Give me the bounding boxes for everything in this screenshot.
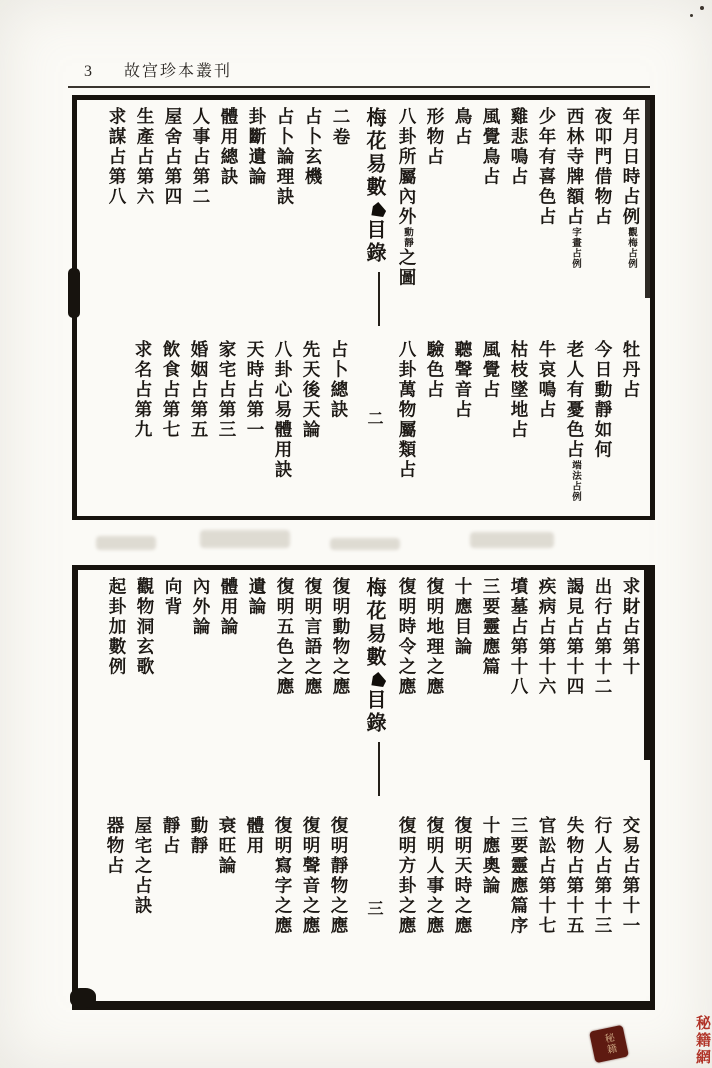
toc-text: 失物占第十五 — [565, 816, 585, 936]
toc-entry — [421, 107, 449, 333]
toc-text: 體用論 — [219, 577, 239, 637]
toc-text: 謁見占第十四 — [565, 577, 585, 697]
toc-entry — [617, 107, 645, 333]
toc-text: 夜叩門借物占 — [593, 107, 613, 227]
toc-entry — [449, 107, 477, 333]
toc-text: 屋宅之占訣 — [133, 816, 153, 916]
toc-text: 目錄 — [363, 689, 385, 735]
book-title-column — [360, 577, 388, 809]
toc-text: 官訟占第十七 — [537, 816, 557, 936]
toc-text: 占卜論理訣 — [275, 107, 295, 207]
toc-entry — [561, 340, 589, 512]
toc-entry — [187, 577, 215, 809]
toc-entry — [617, 816, 645, 996]
toc-entry — [187, 107, 215, 333]
toc-text: 復明寫字之應 — [273, 816, 293, 936]
ink-smudge — [645, 98, 652, 298]
text-block-top — [72, 95, 655, 520]
toc-entry — [449, 577, 477, 809]
toc-text: 起卦加數例 — [107, 577, 127, 677]
toc-entry — [101, 816, 129, 996]
toc-text: 復明動物之應 — [331, 577, 351, 697]
toc-text: 天時占第一 — [245, 340, 265, 440]
toc-entry — [241, 816, 269, 996]
toc-entry — [589, 577, 617, 809]
folio-upper — [83, 577, 645, 809]
toc-entry — [269, 340, 297, 512]
toc-entry — [589, 340, 617, 512]
watermark-site-name: 秘籍網 — [694, 1015, 710, 1066]
toc-text: 風覺鳥占 — [481, 107, 501, 187]
toc-entry — [185, 340, 213, 512]
watermark-stamp: 秘籍 — [589, 1025, 629, 1063]
toc-entry — [103, 577, 131, 809]
toc-text: 三要靈應篇 — [481, 577, 501, 677]
toc-entry — [477, 577, 505, 809]
toc-entry — [103, 107, 131, 333]
toc-entry — [617, 577, 645, 809]
toc-text: 二 — [365, 410, 382, 429]
toc-text: 枯枝墜地占 — [509, 340, 529, 440]
toc-entry — [243, 107, 271, 333]
toc-text: 形物占 — [425, 107, 445, 167]
bleedthrough-mark — [330, 538, 400, 550]
toc-entry — [299, 577, 327, 809]
toc-text: 牡丹占 — [621, 340, 641, 400]
toc-text: 體用 — [245, 816, 265, 856]
ink-smudge — [644, 570, 653, 760]
toc-entry — [325, 340, 353, 512]
toc-entry — [185, 816, 213, 996]
bleedthrough-mark — [470, 532, 554, 548]
toc-entry — [297, 816, 325, 996]
toc-entry — [421, 340, 449, 512]
toc-text: 年月日時占例 — [621, 107, 641, 227]
toc-entry — [505, 340, 533, 512]
toc-entry — [533, 577, 561, 809]
toc-entry — [213, 340, 241, 512]
toc-entry — [421, 816, 449, 996]
toc-entry — [271, 577, 299, 809]
toc-entry — [393, 577, 421, 809]
toc-text: 體用總訣 — [219, 107, 239, 187]
toc-entry — [159, 577, 187, 809]
toc-text: 三要靈應篇序 — [509, 816, 529, 936]
toc-entry — [533, 816, 561, 996]
toc-text: 風覺占 — [481, 340, 501, 400]
toc-text: 復明人事之應 — [425, 816, 445, 936]
toc-entry — [157, 340, 185, 512]
volume-marker — [327, 107, 355, 333]
toc-text: 聽聲音占 — [453, 340, 473, 420]
toc-text: 墳墓占第十八 — [509, 577, 529, 697]
toc-text: 婚姻占第五 — [189, 340, 209, 440]
toc-text: 十應目論 — [453, 577, 473, 657]
toc-text: 家宅占第三 — [217, 340, 237, 440]
toc-text: 先天後天論 — [301, 340, 321, 440]
toc-text: 二卷 — [331, 107, 351, 148]
toc-text: 求財占第十 — [621, 577, 641, 677]
toc-text: 人事占第二 — [191, 107, 211, 207]
toc-text: 梅花易數 — [363, 107, 385, 199]
toc-text: 八卦所屬內外 — [397, 107, 417, 227]
toc-text: 飲食占第七 — [161, 340, 181, 440]
toc-entry — [215, 577, 243, 809]
toc-text: 向背 — [163, 577, 183, 617]
toc-entry — [131, 107, 159, 333]
toc-text: 少年有喜色占 — [537, 107, 557, 227]
book-title-column — [360, 107, 388, 333]
toc-entry — [213, 816, 241, 996]
bleedthrough-mark — [200, 530, 290, 548]
toc-entry — [561, 107, 589, 333]
toc-entry — [533, 340, 561, 512]
toc-annotation: 觀梅占例 — [626, 227, 636, 269]
toc-text: 遺論 — [247, 577, 267, 617]
toc-text: 雞悲鳴占 — [509, 107, 529, 187]
toc-entry — [449, 340, 477, 512]
toc-text: 器物占 — [105, 816, 125, 876]
toc-entry — [617, 340, 645, 512]
toc-text: 行人占第十三 — [593, 816, 613, 936]
toc-text: 求名占第九 — [133, 340, 153, 440]
toc-text: 求謀占第八 — [107, 107, 127, 207]
ink-blot-icon — [371, 202, 386, 217]
toc-text: 三 — [365, 900, 382, 919]
toc-text: 疾病占第十六 — [537, 577, 557, 697]
toc-text: 之圖 — [397, 248, 417, 288]
toc-entry — [505, 577, 533, 809]
toc-entry — [505, 107, 533, 333]
toc-entry — [299, 107, 327, 333]
toc-text: 衰旺論 — [217, 816, 237, 876]
toc-text: 復明聲音之應 — [301, 816, 321, 936]
toc-annotation: 動靜 — [402, 227, 412, 248]
toc-text: 交易占第十一 — [621, 816, 641, 936]
toc-text: 屋舍占第四 — [163, 107, 183, 207]
toc-entry — [129, 816, 157, 996]
running-header — [84, 58, 232, 81]
toc-text: 驗色占 — [425, 340, 445, 400]
toc-text: 內外論 — [191, 577, 211, 637]
scan-speck — [700, 6, 704, 10]
toc-text: 目錄 — [363, 219, 385, 265]
toc-text: 靜占 — [161, 816, 181, 856]
toc-entry — [561, 577, 589, 809]
toc-text: 今日動靜如何 — [593, 340, 613, 460]
ink-smudge — [70, 988, 96, 1008]
toc-entry — [449, 816, 477, 996]
folio-upper — [82, 107, 645, 333]
toc-text: 八卦心易體用訣 — [273, 340, 293, 480]
text-block-bottom — [72, 565, 655, 1010]
toc-text: 動靜 — [189, 816, 209, 856]
toc-text: 復明地理之應 — [425, 577, 445, 697]
toc-entry — [477, 340, 505, 512]
toc-entry — [477, 816, 505, 996]
toc-entry — [241, 340, 269, 512]
series-title: 故宫珍本叢刊 — [124, 63, 233, 80]
ink-smudge — [68, 268, 80, 318]
toc-text: 觀物洞玄歌 — [135, 577, 155, 677]
toc-entry — [327, 577, 355, 809]
gutter-page-number — [359, 816, 387, 996]
toc-text: 占卜總訣 — [329, 340, 349, 420]
scan-speck — [690, 14, 693, 17]
toc-entry — [215, 107, 243, 333]
folio-number: 3 — [84, 63, 92, 80]
toc-entry — [505, 816, 533, 996]
toc-entry — [159, 107, 187, 333]
toc-entry — [421, 577, 449, 809]
folio-lower — [83, 816, 645, 996]
toc-text: 鳥占 — [453, 107, 473, 147]
bleedthrough-mark — [96, 536, 156, 550]
toc-text: 西林寺牌額占 — [565, 107, 585, 227]
toc-entry — [325, 816, 353, 996]
toc-text: 八卦萬物屬類占 — [397, 340, 417, 480]
toc-annotation: 字畫占例 — [570, 227, 580, 269]
folio-lower — [82, 340, 645, 512]
toc-entry — [477, 107, 505, 333]
toc-entry — [589, 816, 617, 996]
header-rule — [68, 86, 650, 88]
toc-text: 占卜玄機 — [303, 107, 323, 187]
spine-rule — [378, 742, 380, 796]
gutter-page-number — [359, 340, 387, 512]
toc-entry — [393, 816, 421, 996]
toc-text: 復明五色之應 — [275, 577, 295, 697]
spine-rule — [378, 272, 380, 326]
toc-entry — [243, 577, 271, 809]
toc-entry — [129, 340, 157, 512]
toc-entry — [589, 107, 617, 333]
toc-text: 生產占第六 — [135, 107, 155, 207]
toc-entry — [131, 577, 159, 809]
toc-text: 復明靜物之應 — [329, 816, 349, 936]
toc-entry — [157, 816, 185, 996]
toc-entry — [297, 340, 325, 512]
toc-entry — [393, 340, 421, 512]
toc-text: 出行占第十二 — [593, 577, 613, 697]
toc-text: 復明天時之應 — [453, 816, 473, 936]
toc-text: 復明方卦之應 — [397, 816, 417, 936]
toc-text: 卦斷遺論 — [247, 107, 267, 187]
toc-entry — [271, 107, 299, 333]
toc-text: 老人有憂色占 — [565, 340, 585, 460]
toc-text: 復明時令之應 — [397, 577, 417, 697]
toc-text: 梅花易數 — [363, 577, 385, 669]
toc-text: 十應奧論 — [481, 816, 501, 896]
toc-entry — [561, 816, 589, 996]
toc-entry — [533, 107, 561, 333]
ink-blot-icon — [371, 672, 386, 687]
toc-text: 復明言語之應 — [303, 577, 323, 697]
toc-entry — [269, 816, 297, 996]
toc-text: 牛哀鳴占 — [537, 340, 557, 420]
toc-entry — [393, 107, 421, 333]
toc-annotation: 端法占例 — [570, 460, 580, 502]
